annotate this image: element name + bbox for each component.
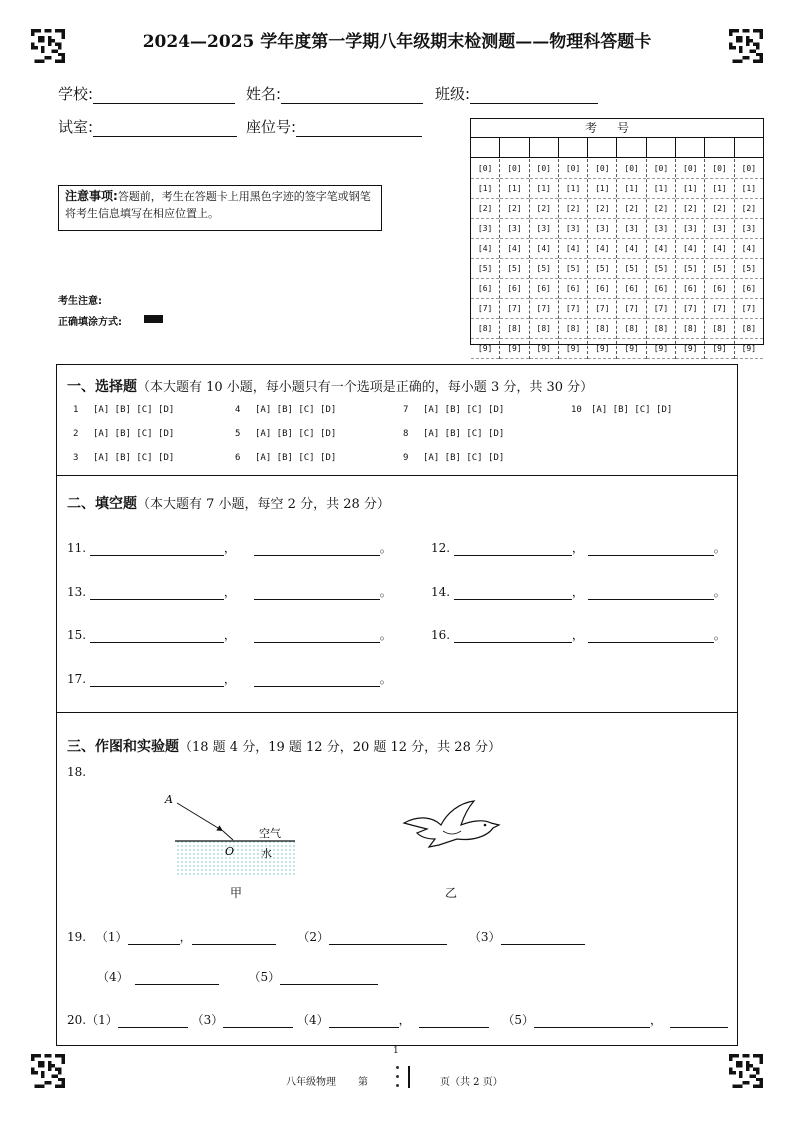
q11-blank-2[interactable] [254,543,380,556]
exam-id-column [530,159,559,359]
mc-question-row [403,405,504,415]
exam-id-bubble[interactable]: [3] [617,219,645,239]
period: 。 [379,628,392,642]
exam-id-bubble[interactable]: [5] [735,259,763,279]
exam-id-bubble[interactable]: [8] [588,319,616,339]
q16-blank-2[interactable] [588,630,714,643]
mc-question-row [235,453,336,463]
room-label: 试室: [58,118,94,136]
exam-id-write-cell[interactable] [676,137,705,157]
exam-id-bubble[interactable]: [8] [471,319,499,339]
period: 。 [713,628,726,642]
exam-id-bubble[interactable]: [7] [617,299,645,319]
q14-blank-1[interactable] [454,587,572,600]
exam-id-bubble[interactable]: [7] [500,299,528,319]
mc-options[interactable]: [A] [B] [C] [D] [255,429,337,439]
comma: ， [571,585,584,599]
seat-field[interactable] [296,120,422,137]
exam-id-bubble[interactable]: [8] [647,319,675,339]
exam-id-bubble[interactable]: [9] [735,339,763,359]
water-region [175,841,295,877]
mc-question-number: 1 [73,405,79,415]
exam-id-bubble[interactable]: [0] [530,159,558,179]
mc-question-number: 9 [403,453,409,463]
section1-title: 一、选择题 [67,379,137,395]
exam-id-bubble[interactable]: [6] [647,279,675,299]
section3-desc: （18 题 4 分，19 题 12 分，20 题 12 分，共 28 分） [179,740,501,755]
exam-id-header: 考号 [471,119,763,138]
exam-id-bubble[interactable]: [1] [559,179,587,199]
exam-id-bubble[interactable]: [8] [617,319,645,339]
q19-part2-blank[interactable] [329,932,447,945]
refraction-diagram [157,793,307,893]
q15-label: 15. [67,628,87,642]
room-row [58,116,237,137]
exam-id-bubble[interactable]: [5] [530,259,558,279]
exam-id-bubble-grid [471,159,763,359]
section2-heading [67,493,390,513]
mc-question-number: 4 [235,405,241,415]
filled-bubble-sample [144,315,163,323]
exam-id-bubble[interactable]: [4] [735,239,763,259]
exam-id-bubble[interactable]: [9] [500,339,528,359]
exam-id-bubble[interactable]: [9] [676,339,704,359]
mc-question-number: 8 [403,429,409,439]
exam-id-bubble[interactable]: [1] [530,179,558,199]
point-a-label: A [165,793,173,806]
incident-ray-tail [223,831,233,840]
comma: ， [223,628,236,642]
q14-label: 14. [431,585,451,599]
school-row [58,83,235,104]
mc-options[interactable]: [A] [B] [C] [D] [423,405,505,415]
bird-eye [484,824,487,827]
exam-id-bubble[interactable]: [0] [705,159,733,179]
name-row [246,83,423,104]
bird-diagram [399,795,509,855]
fill-row-14 [431,583,726,600]
mc-question-number: 2 [73,429,79,439]
comma: ， [398,1013,411,1027]
fill-row-13 [67,583,392,600]
q19-part5-label: （5） [248,970,281,984]
class-row [435,83,598,104]
mc-question-row [403,429,504,439]
section1-heading [67,376,593,396]
section1-desc: （本大题有 10 小题，每小题只有一个选项是正确的，每小题 3 分，共 30 分） [137,380,594,395]
q19-row-1 [67,928,585,945]
exam-id-bubble[interactable]: [5] [471,259,499,279]
figure-b-caption: 乙 [445,886,458,900]
corner-qr-code-bottom-left [31,1054,65,1088]
period: 。 [379,541,392,555]
exam-id-bubble[interactable]: [6] [735,279,763,299]
name-label: 姓名: [246,85,282,103]
q20-part4-blank-b[interactable] [419,1015,489,1028]
exam-id-bubble[interactable]: [2] [471,199,499,219]
fill-row-11 [67,539,392,556]
exam-id-bubble[interactable]: [1] [471,179,499,199]
mc-question-row [571,405,672,415]
mc-options[interactable]: [A] [B] [C] [D] [93,405,175,415]
exam-id-bubble[interactable]: [3] [647,219,675,239]
exam-id-bubble[interactable]: [7] [705,299,733,319]
q12-blank-1[interactable] [454,543,572,556]
q11-label: 11. [67,541,87,555]
q15-blank-2[interactable] [254,630,380,643]
bird-wing-line [443,831,461,834]
exam-id-bubble[interactable]: [3] [500,219,528,239]
exam-id-write-cell[interactable] [705,137,734,157]
exam-id-column [735,159,763,359]
exam-id-bubble[interactable]: [0] [471,159,499,179]
section2-desc: （本大题有 7 小题，每空 2 分，共 28 分） [137,497,390,512]
exam-id-bubble[interactable]: [1] [617,179,645,199]
exam-id-bubble[interactable]: [8] [735,319,763,339]
exam-id-write-cell[interactable] [588,137,617,157]
footer-dots [396,1066,399,1094]
q20-row [67,1011,728,1028]
mc-options[interactable]: [A] [B] [C] [D] [591,405,673,415]
exam-id-bubble[interactable]: [7] [559,299,587,319]
q19-part1-blank-b[interactable] [192,932,276,945]
exam-id-bubble[interactable]: [8] [530,319,558,339]
water-label: 水 [261,847,272,860]
notice-text: 答题前，考生在答题卡上用黑色字迹的签字笔或钢笔将考生信息填写在相应位置上。 [65,190,371,220]
exam-id-bubble[interactable]: [3] [530,219,558,239]
exam-id-bubble[interactable]: [4] [676,239,704,259]
fill-row-16 [431,626,726,643]
exam-id-write-cell[interactable] [647,137,676,157]
section3-title: 三、作图和实验题 [67,739,179,755]
q13-blank-1[interactable] [90,587,224,600]
fill-row-12 [431,539,726,556]
exam-id-bubble[interactable]: [9] [647,339,675,359]
exam-id-bubble[interactable]: [9] [705,339,733,359]
exam-id-write-cell[interactable] [559,137,588,157]
seat-row [246,116,422,137]
exam-id-bubble[interactable]: [7] [735,299,763,319]
exam-id-bubble[interactable]: [3] [588,219,616,239]
incident-ray [177,803,223,831]
section-divider-1 [57,475,737,476]
q19-part5-blank[interactable] [280,972,378,985]
q20-part1-blank[interactable] [118,1015,188,1028]
q12-blank-2[interactable] [588,543,714,556]
q19-part2-label: （2） [297,930,330,944]
exam-id-bubble[interactable]: [8] [676,319,704,339]
q16-blank-1[interactable] [454,630,572,643]
exam-id-write-cell[interactable] [735,137,763,157]
exam-id-bubble[interactable]: [5] [647,259,675,279]
exam-id-bubble[interactable]: [0] [588,159,616,179]
q20-part4-label: （4） [297,1013,329,1027]
section3-heading [67,736,501,756]
class-label: 班级: [435,85,471,103]
q20-part5-blank-b[interactable] [670,1015,728,1028]
mc-question-number: 5 [235,429,241,439]
q20-part3-blank[interactable] [223,1015,293,1028]
footer-di: 第 [358,1077,368,1088]
section-divider-2 [57,712,737,713]
comma: ， [571,541,584,555]
exam-id-bubble[interactable]: [3] [559,219,587,239]
q17-label: 17. [67,672,87,686]
exam-id-bubble[interactable]: [5] [559,259,587,279]
notice-label: 注意事项: [65,189,118,203]
exam-id-bubble[interactable]: [4] [647,239,675,259]
exam-id-bubble[interactable]: [6] [559,279,587,299]
school-field[interactable] [93,87,235,104]
exam-id-write-cell[interactable] [530,137,559,157]
room-field[interactable] [93,120,237,137]
q16-label: 16. [431,628,451,642]
page-title: 2024—2025 学年度第一学期八年级期末检测题——物理科答题卡 [142,32,652,52]
q19-row-2 [97,968,378,985]
exam-id-bubble[interactable]: [7] [647,299,675,319]
exam-id-bubble[interactable]: [8] [705,319,733,339]
exam-id-bubble[interactable]: [2] [617,199,645,219]
mc-question-row [235,405,336,415]
exam-id-bubble[interactable]: [6] [500,279,528,299]
fill-row-15 [67,626,392,643]
q12-label: 12. [431,541,451,555]
q19-part3-label: （3） [468,930,501,944]
comma: ， [223,585,236,599]
exam-id-bubble[interactable]: [8] [500,319,528,339]
exam-id-bubble[interactable]: [1] [500,179,528,199]
exam-id-column [471,159,500,359]
exam-id-bubble[interactable]: [4] [500,239,528,259]
exam-id-bubble[interactable]: [1] [647,179,675,199]
answer-frame [56,364,738,1046]
comma: ， [223,672,236,686]
exam-id-bubble[interactable]: [2] [735,199,763,219]
exam-id-bubble[interactable]: [7] [588,299,616,319]
comma: ， [179,930,192,944]
exam-id-bubble[interactable]: [1] [705,179,733,199]
comma: ， [571,628,584,642]
exam-id-bubble[interactable]: [9] [530,339,558,359]
exam-id-bubble[interactable]: [3] [705,219,733,239]
exam-id-bubble[interactable]: [0] [647,159,675,179]
q11-blank-1[interactable] [90,543,224,556]
exam-id-bubble[interactable]: [4] [705,239,733,259]
exam-id-bubble[interactable]: [2] [705,199,733,219]
exam-id-column [588,159,617,359]
exam-id-bubble[interactable]: [9] [559,339,587,359]
exam-id-bubble[interactable]: [4] [530,239,558,259]
exam-id-bubble[interactable]: [5] [617,259,645,279]
candidate-notes-label: 考生注意: [58,296,102,307]
exam-id-column [676,159,705,359]
exam-id-bubble[interactable]: [5] [676,259,704,279]
exam-id-column [647,159,676,359]
exam-id-bubble[interactable]: [6] [530,279,558,299]
exam-id-column [705,159,734,359]
exam-id-column [559,159,588,359]
period: 。 [713,541,726,555]
period: 。 [379,585,392,599]
q13-blank-2[interactable] [254,587,380,600]
mc-options[interactable]: [A] [B] [C] [D] [423,429,505,439]
exam-id-bubble[interactable]: [6] [705,279,733,299]
mc-options[interactable]: [A] [B] [C] [D] [255,453,337,463]
exam-id-bubble[interactable]: [1] [735,179,763,199]
exam-id-bubble[interactable]: [7] [471,299,499,319]
q20-part5-label: （5） [502,1013,534,1027]
q19-part1-label: （1） [95,930,128,944]
air-label: 空气 [259,827,281,840]
q17-blank-2[interactable] [254,674,380,687]
period: 。 [713,585,726,599]
school-label: 学校: [58,85,94,103]
exam-id-write-cell[interactable] [471,137,500,157]
exam-id-bubble[interactable]: [4] [559,239,587,259]
mc-question-number: 10 [571,405,582,415]
exam-id-bubble[interactable]: [7] [676,299,704,319]
mc-options[interactable]: [A] [B] [C] [D] [93,453,175,463]
notice-box [58,185,382,231]
mc-question-number: 3 [73,453,79,463]
exam-id-write-cell[interactable] [500,137,529,157]
mc-question-row [235,429,336,439]
fill-method-label: 正确填涂方式: [58,317,122,328]
mc-options[interactable]: [A] [B] [C] [D] [255,405,337,415]
exam-id-bubble[interactable]: [9] [588,339,616,359]
q18-label: 18. [67,765,87,779]
exam-id-bubble[interactable]: [2] [500,199,528,219]
q20-part3-label: （3） [191,1013,224,1027]
q20-part4-blank-a[interactable] [329,1015,399,1028]
mc-question-number: 6 [235,453,241,463]
exam-id-bubble[interactable]: [0] [617,159,645,179]
q19-part4-blank[interactable] [135,972,219,985]
exam-id-bubble[interactable]: [0] [500,159,528,179]
exam-id-bubble[interactable]: [6] [676,279,704,299]
seat-label: 座位号: [246,118,297,136]
exam-id-bubble[interactable]: [0] [735,159,763,179]
exam-id-write-cells [471,137,763,158]
exam-id-bubble[interactable]: [8] [559,319,587,339]
mc-question-row [403,453,504,463]
exam-id-bubble[interactable]: [9] [471,339,499,359]
exam-id-bubble[interactable]: [2] [530,199,558,219]
mc-question-number: 7 [403,405,409,415]
exam-id-column [617,159,646,359]
mc-options[interactable]: [A] [B] [C] [D] [423,453,505,463]
exam-id-bubble[interactable]: [1] [588,179,616,199]
exam-id-bubble[interactable]: [6] [588,279,616,299]
exam-id-bubble[interactable]: [4] [588,239,616,259]
footer-page-suffix: 页（共 2 页） [440,1077,503,1088]
exam-id-bubble[interactable]: [9] [617,339,645,359]
q19-label: 19. [67,930,87,944]
mc-options[interactable]: [A] [B] [C] [D] [93,429,175,439]
footer-subject: 八年级物理 [286,1077,336,1088]
exam-id-bubble[interactable]: [4] [617,239,645,259]
exam-id-bubble[interactable]: [2] [588,199,616,219]
q13-label: 13. [67,585,87,599]
exam-id-write-cell[interactable] [617,137,646,157]
exam-id-bubble[interactable]: [3] [735,219,763,239]
q14-blank-2[interactable] [588,587,714,600]
fill-row-17 [67,670,392,687]
exam-id-bubble[interactable]: [4] [471,239,499,259]
exam-id-bubble[interactable]: [5] [588,259,616,279]
period: 。 [379,672,392,686]
comma: ， [223,541,236,555]
exam-id-bubble[interactable]: [6] [617,279,645,299]
comma: ， [649,1013,662,1027]
exam-id-bubble[interactable]: [6] [471,279,499,299]
exam-id-bubble[interactable]: [3] [676,219,704,239]
exam-id-bubble[interactable]: [0] [559,159,587,179]
exam-id-bubble[interactable]: [2] [647,199,675,219]
exam-id-bubble[interactable]: [5] [500,259,528,279]
page-number-top: 1 [393,1046,399,1056]
point-o-label: O [225,845,235,858]
q19-part1-blank-a[interactable] [128,932,180,945]
corner-qr-code-bottom-right [729,1054,763,1088]
exam-id-bubble[interactable]: [0] [676,159,704,179]
section2-title: 二、填空题 [67,496,137,512]
q20-part1-label: （1） [86,1013,118,1027]
name-field[interactable] [281,87,423,104]
exam-id-box [470,118,764,353]
exam-id-column [500,159,529,359]
q20-label: 20. [67,1013,87,1027]
exam-id-bubble[interactable]: [2] [559,199,587,219]
q17-blank-1[interactable] [90,674,224,687]
exam-id-bubble[interactable]: [5] [705,259,733,279]
q20-part5-blank-a[interactable] [534,1015,650,1028]
exam-id-bubble[interactable]: [3] [471,219,499,239]
exam-id-bubble[interactable]: [7] [530,299,558,319]
mc-question-row [73,405,174,415]
mc-question-row [73,429,174,439]
exam-id-bubble[interactable]: [2] [676,199,704,219]
mc-question-row [73,453,174,463]
class-field[interactable] [470,87,598,104]
q19-part3-blank[interactable] [501,932,585,945]
q19-part4-label: （4） [97,970,129,984]
q15-blank-1[interactable] [90,630,224,643]
footer-bar [408,1066,410,1088]
exam-id-bubble[interactable]: [1] [676,179,704,199]
figure-a-caption: 甲 [230,886,243,900]
